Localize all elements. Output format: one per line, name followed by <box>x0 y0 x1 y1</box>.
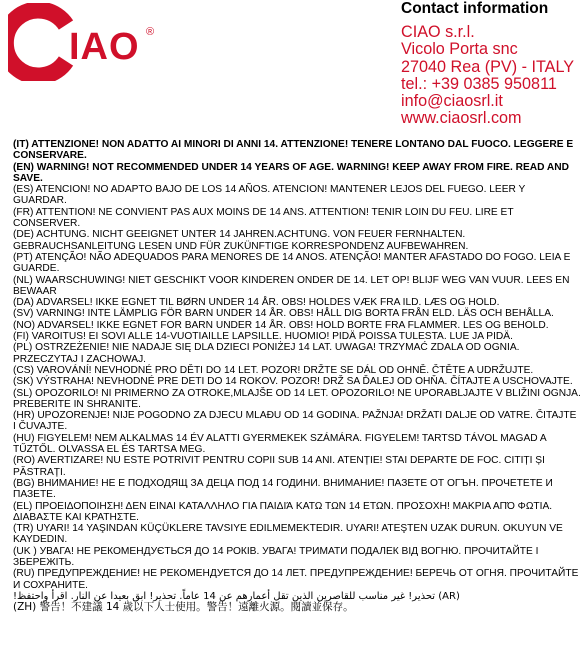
warning-sk: (SK) VÝSTRAHA! NEVHODNÉ PRE DETI DO 14 ROKOV. POZOR! DRŽ SA ĎALEJ OD OHŇA. ČÍTAJTE A USCHOVAJTE. <box>13 376 573 388</box>
warning-pt: (PT) ATENÇÃO! NÃO ADEQUADOS PARA MENORES DE 14 ANOS. ATENÇÃO! MANTER AFASTADO DO FOGO. LEIA E GUARDE. <box>13 251 571 275</box>
warning-da: (DA) ADVARSEL! IKKE EGNET TIL BØRN UNDER 14 ÅR. OBS! HOLDES VÆK FRA ILD. LÆS OG HOLD. <box>13 297 500 309</box>
warning-ar: (AR) تحذير! غير مناسب للقاصرين الذين تقل أعمارهم عن 14 عاماً. تحذير! ابق بعيدا عن النار. اقرأ واحتفظ! <box>13 590 460 602</box>
warning-uk: (UK ) УВАГА! НЕ РЕКОМЕНДУЄТЬСЯ ДО 14 РОКІВ. УВАГА! ТРИМАТИ ПОДАЛЕК ВІД ВОГНЮ. ПРОЧИТАЙТЕ І ЗБЕРЕЖІТЬ. <box>13 545 539 568</box>
warning-bg: (BG) ВНИМАНИЕ! НЕ Е ПОДХОДЯЩ ЗА ДЕЦА ПОД 14 ГОДИНИ. ВНИМАНИЕ! ПАЗЕТЕ ОТ ОГЪН. ПРОЧЕТЕТЕ И ПАЗЕТЕ. <box>13 477 553 501</box>
warning-en: (EN) WARNING! NOT RECOMMENDED UNDER 14 YEARS OF AGE. WARNING! KEEP AWAY FROM FIRE. READ AND SAVE. <box>13 161 570 184</box>
contact-street: Vicolo Porta snc <box>401 40 518 59</box>
safety-warnings <box>13 139 581 613</box>
contact-company: CIAO s.r.l. <box>401 23 475 41</box>
warning-fr: (FR) ATTENTION! NE CONVIENT PAS AUX MOINS DE 14 ANS. ATTENTION! TENIR LOIN DU FEU. LIRE ET CONSERVER. <box>13 206 514 230</box>
contact-email-link[interactable]: info@ciaosrl.it <box>401 92 503 111</box>
warning-el: (EL) ΠΡΟΕΙΔΟΠΟΙΗΣΗ! ΔΕΝ ΕΙΝΑΙ ΚΑΤΑΛΛΗΛΟ ΓΙΑ ΠΑΙΔΙΆ ΚΑΤΩ ΤΩΝ 14 ΕΤΩΝ. ΠΡΟΣΟΧΗ! ΜΑΚΡΙΑ ΑΠΌ ΦΩΤΙΑ. ΔΙΑΒΑΣΤΕ ΚΑΙ ΚΡΑΤΗΣΤΕ. <box>13 500 553 523</box>
warning-no: (NO) ADVARSEL! IKKE EGNET FOR BARN UNDER 14 ÅR. OBS! HOLD BORTE FRA FLAMMER. LES OG BEHOLD. <box>13 319 549 331</box>
contact-information <box>401 0 588 128</box>
warning-ru: (RU) ПРЕДУПРЕЖДЕНИЕ! НЕ РЕКОМЕНДУЕТСЯ ДО 14 ЛЕТ. ПРЕДУПРЕЖДЕНИЕ! БЕРЕЧЬ ОТ ОГНЯ. ПРОЧИТАЙТЕ И СОХРАНИТЕ. <box>13 568 579 591</box>
warning-ro: (RO) AVERTIZARE! NU ESTE POTRIVIT PENTRU COPII SUB 14 ANI. ATENȚIE! STAI DEPARTE DE FOC. CITIȚI ȘI PĂSTRAȚI. <box>13 455 545 478</box>
warning-it: (IT) ATTENZIONE! NON ADATTO AI MINORI DI ANNI 14. ATTENZIONE! TENERE LONTANO DAL FUOCO. LEGGERE E CONSERVARE. <box>13 139 574 162</box>
logo-registered-mark <box>146 26 154 38</box>
contact-heading: Contact information <box>401 0 549 17</box>
contact-website-link[interactable]: www.ciaosrl.com <box>401 109 522 128</box>
warning-cs: (CS) VAROVÁNÍ! NEVHODNÉ PRO DĚTI DO 14 LET. POZOR! DRŽTE SE DÁL OD OHNĚ. ČTĚTE A UDRŽUJTE. <box>13 364 534 376</box>
ciao-logo <box>8 3 160 81</box>
registered-mark-text: ® <box>146 26 155 38</box>
warning-sv: (SV) VARNING! INTE LÄMPLIG FÖR BARN UNDER 14 ÅR. OBS! HÅLL DIG BORTA FRÅN ELD. LÄS OCH BEHÅLLA. <box>13 308 554 320</box>
warning-nl: (NL) WAARSCHUWING! NIET GESCHIKT VOOR KINDEREN ONDER DE 14. LET OP! BLIJF WEG VAN VUUR. LEES EN BEWAAR <box>13 274 570 297</box>
warning-zh: (ZH) 警告！不建議 14 歲以下人士使用。警告！遠離火源。閱讀並保存。 <box>13 601 354 614</box>
warning-de: (DE) ACHTUNG. NICHT GEEIGNET UNTER 14 JAHREN.ACHTUNG. VON FEUER FERNHALTEN. GEBRAUCHSANLEITUNG LESEN UND FÜR ZUKÜNFTIGE KORRESPONDENZ AUFBEWAHREN. <box>13 229 469 252</box>
warning-es: (ES) ATENCION! NO ADAPTO BAJO DE LOS 14 AÑOS. ATENCION! MANTENER LEJOS DEL FUEGO. LEER Y GUARDAR. <box>13 184 526 207</box>
warning-fi: (FI) VAROITUS! EI SOVI ALLE 14-VUOTIAILLE LAPSILLE. HUOMIO! PIDÄ POISSA TULESTA. LUE JA PIDÄ. <box>13 331 513 343</box>
contact-city: 27040 Rea (PV) - ITALY <box>401 57 575 76</box>
warning-tr: (TR) UYARI! 14 YAŞINDAN KÜÇÜKLERE TAVSIYE EDILMEMEKTEDIR. UYARI! ATEŞTEN UZAK DURUN. OKUYUN VE KAYDEDIN. <box>13 523 563 546</box>
warning-hu: (HU) FIGYELEM! NEM ALKALMAS 14 ÉV ALATTI GYERMEKEK SZÁMÁRA. FIGYELEM! TARTSD TÁVOL MAGAD A TŰZTŐL. OLVASSA EL ÉS TARTSA MEG. <box>13 432 547 456</box>
logo-c-ring <box>8 10 66 76</box>
logo-wordmark <box>69 26 140 68</box>
contact-phone: tel.: +39 0385 950811 <box>401 74 557 93</box>
ciao-logo-graphic <box>8 3 160 81</box>
warning-sl: (SL) OPOZORILO! NI PRIMERNO ZA OTROKE,MLAJŠE OD 14 LET. OPOZORILO! NE UPORABLJAJTE V BLIŽINI OGNJA. PREBERITE IN SHRANITE. <box>13 387 581 410</box>
logo-letters: IAO <box>69 26 140 68</box>
warning-pl: (PL) OSTRZEŻENIE! NIE NADAJE SIĘ DLA DZIECI PONIŻEJ 14 LAT. UWAGA! TRZYMAĆ ZDALA OD OGNIA. PRZECZYTAJ I ZACHOWAJ. <box>13 342 520 365</box>
warning-hr: (HR) UPOZORENJE! NIJE POGODNO ZA DJECU MLAĐU OD 14 GODINA. PAŽNJA! DRŽATI DALJE OD VATRE. ČITAJTE I ČUVAJTE. <box>13 410 577 433</box>
